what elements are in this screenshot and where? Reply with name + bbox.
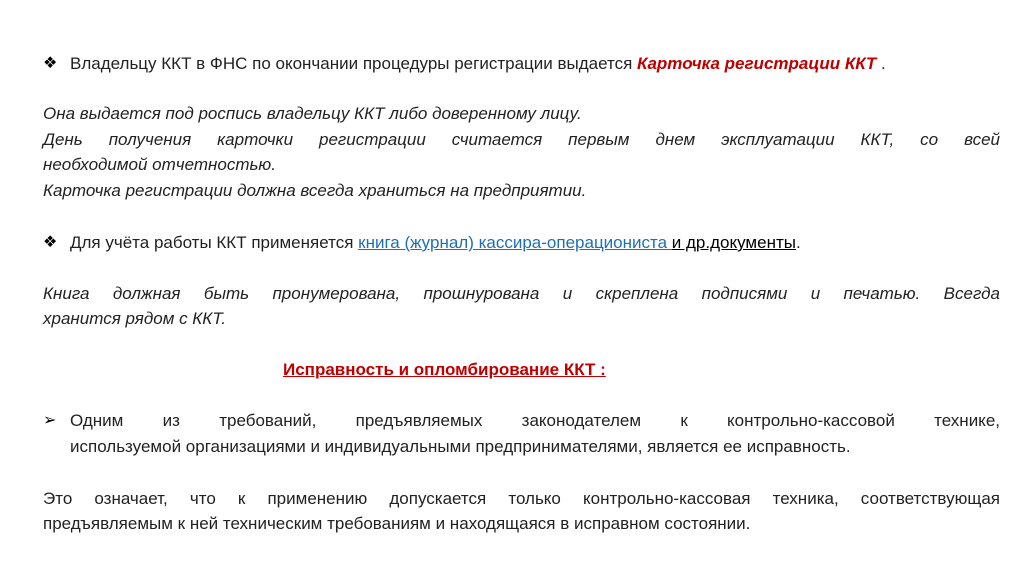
bullet-1-text xyxy=(70,52,1000,76)
bullet-2-main: Для учёта работы ККТ применяется xyxy=(70,233,359,252)
diamond-bullet-icon-2: ❖ xyxy=(43,234,58,251)
italic-line-1: Она выдается под роспись владельцу ККТ либо доверенному лицу. xyxy=(43,104,582,123)
italic-block-2-line-1: Книга должная быть пронумерована, прошнурована и скреплена подписями и печатью. Всегда xyxy=(43,284,1000,303)
registration-card-accent: Карточка регистрации ККТ xyxy=(637,54,877,73)
section-heading: Исправность и опломбирование ККТ : xyxy=(283,360,606,379)
italic-line-2: День получения карточки регистрации считается первым днем эксплуатации ККТ, со всей xyxy=(43,130,1000,149)
paragraph-line-1: Это означает, что к применению допускается только контрольно-кассовая техника, соответствующая xyxy=(43,489,1000,508)
cashier-journal-link[interactable]: книга (журнал) кассира-операциониста xyxy=(358,233,672,252)
italic-line-3: необходимой отчетностью. xyxy=(43,155,276,174)
diamond-bullet-icon: ❖ xyxy=(43,55,58,72)
bullet-1-main: Владельцу ККТ в ФНС по окончании процедуры регистрации выдается xyxy=(70,54,638,73)
bullet-3-line-1: Одним из требований, предъявляемых законодателем к контрольно-кассовой технике, xyxy=(70,411,1000,430)
arrow-bullet-icon: ➢ xyxy=(43,412,57,429)
italic-line-4: Карточка регистрации должна всегда храниться на предприятии. xyxy=(43,181,587,200)
bullet-1-tail: . xyxy=(876,54,886,73)
paragraph-line-2: предъявляемым к ней техническим требованиям и находящаяся в исправном состоянии. xyxy=(43,514,751,533)
italic-block-2-line-2: хранится рядом с ККТ. xyxy=(43,309,226,328)
bullet-2-tail: . xyxy=(795,233,801,252)
other-documents-text: и др.документы xyxy=(671,233,796,252)
bullet-2-text xyxy=(70,231,1000,255)
bullet-3-line-2: используемой организациями и индивидуальными предпринимателями, является ее исправность. xyxy=(70,437,851,456)
